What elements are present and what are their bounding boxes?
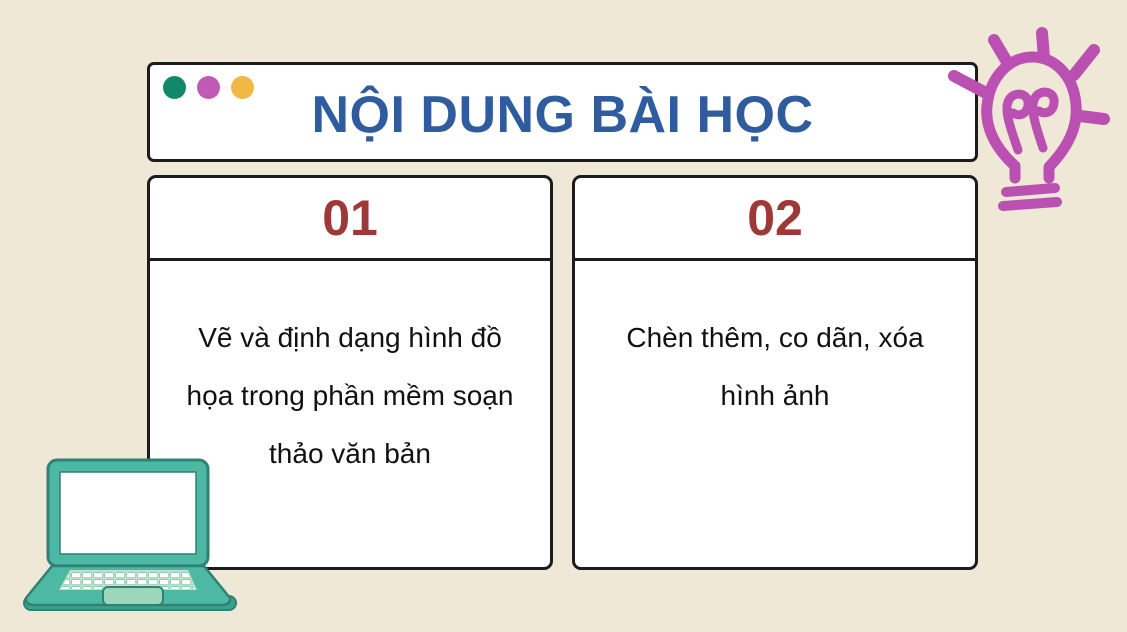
card-2-header xyxy=(575,178,975,261)
window-dot-green xyxy=(163,76,186,99)
card-2-text: Chèn thêm, co dãn, xóa hình ảnh xyxy=(626,322,924,411)
card-1-number: 01 xyxy=(322,190,378,246)
window-dots xyxy=(163,76,254,99)
card-1-header xyxy=(150,178,550,261)
window-dot-yellow xyxy=(231,76,254,99)
content-card-2 xyxy=(572,175,978,570)
lightbulb-icon xyxy=(942,20,1120,222)
card-2-number: 02 xyxy=(747,190,803,246)
page-title: NỘI DUNG BÀI HỌC xyxy=(311,86,814,144)
title-bar xyxy=(147,62,978,162)
window-dot-magenta xyxy=(197,76,220,99)
laptop-icon xyxy=(16,446,260,624)
card-1-text: Vẽ và định dạng hình đồ họa trong phần mềm soạn thảo văn bản xyxy=(186,322,514,469)
